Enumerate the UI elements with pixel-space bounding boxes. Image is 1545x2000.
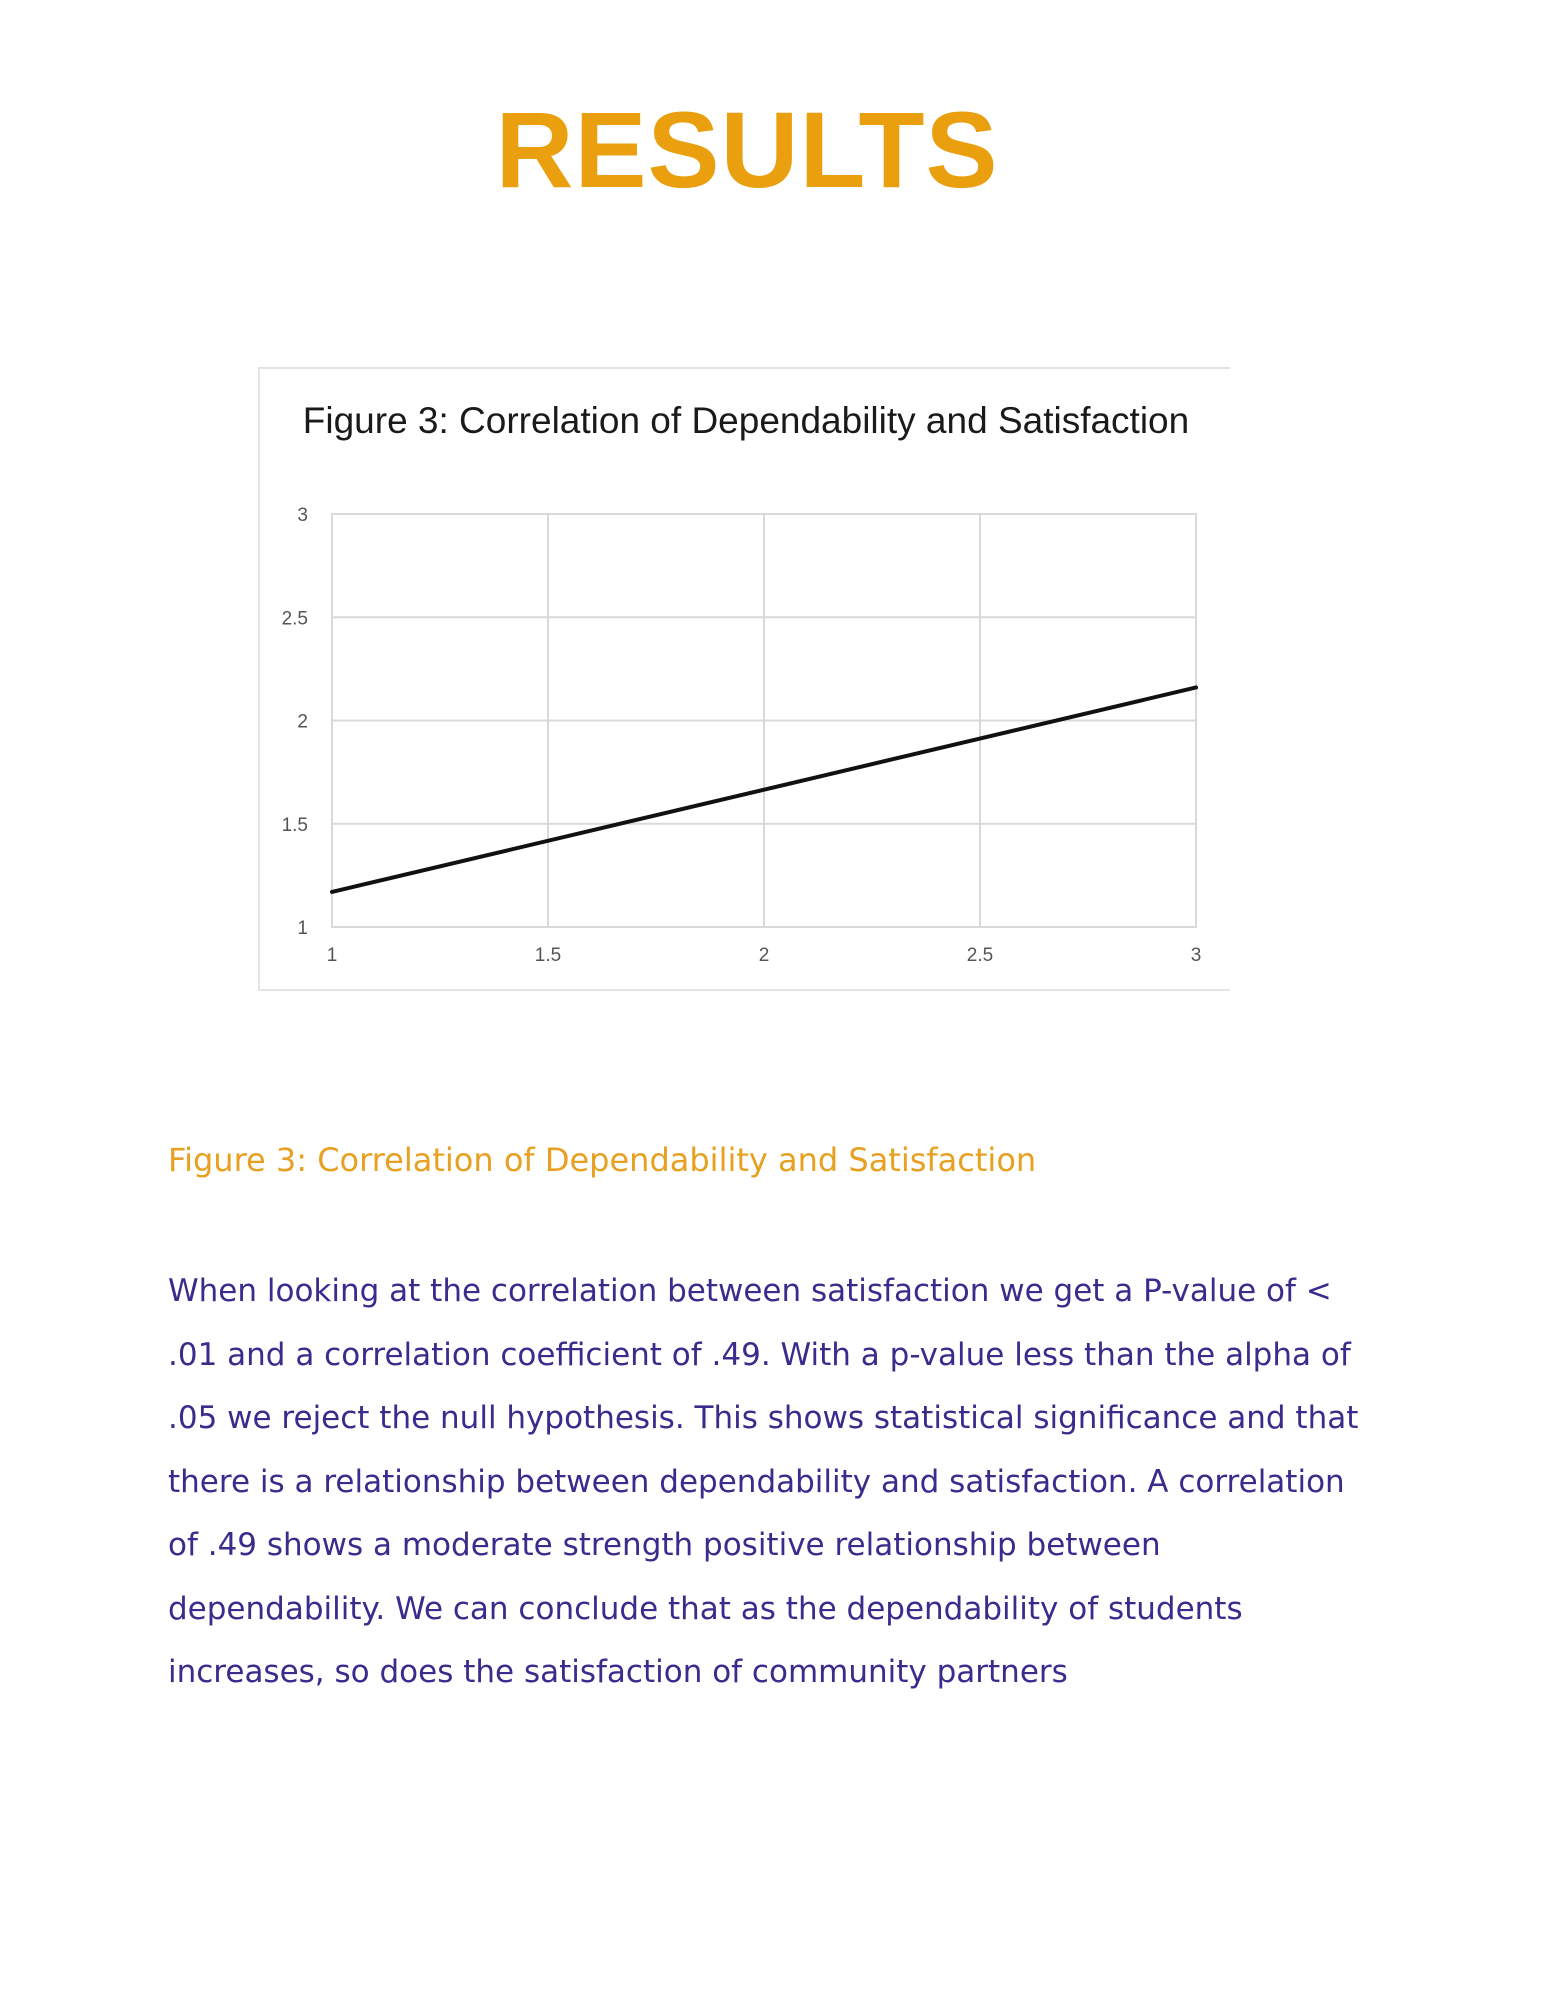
x-tick-label: 2.5 — [966, 945, 994, 966]
results-paragraph: When looking at the correlation between satisfaction we get a P-value of < .01 and a correlation coefficient of .49. With a p-value less than the alpha of .05 we reject the null hypothesis. This shows statistical significance and that there is a relationship between dependability and satisfaction. A correlation of .49 shows a moderate strength positive relationship between dependability. We can conclude that as the dependability of students increases, so does the satisfaction of community partners — [168, 1273, 1359, 1690]
y-tick-label: 1.5 — [281, 814, 308, 836]
page-heading: RESULTS — [495, 89, 999, 210]
y-tick-label: 2 — [297, 711, 308, 733]
y-tick-label: 1 — [297, 918, 308, 939]
figure-caption: Figure 3: Correlation of Dependability and Satisfaction — [168, 1141, 1037, 1179]
correlation-line-chart — [260, 369, 1232, 993]
x-tick-label: 2 — [758, 945, 770, 966]
x-tick-label: 1 — [326, 945, 338, 966]
x-tick-label: 1.5 — [534, 945, 562, 966]
y-tick-label: 2.5 — [281, 608, 308, 630]
x-tick-label: 3 — [1190, 945, 1202, 966]
y-tick-label: 3 — [297, 505, 308, 526]
chart-title: Figure 3: Correlation of Dependability and Satisfaction — [302, 400, 1190, 441]
chart-container — [258, 367, 1230, 991]
